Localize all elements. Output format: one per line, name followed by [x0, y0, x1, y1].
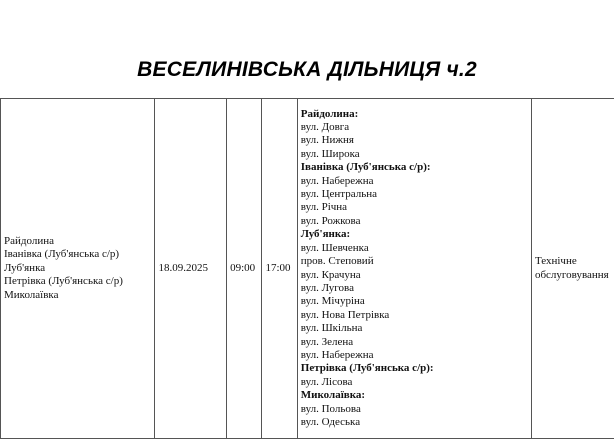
- street-item: вул. Крачуна: [301, 269, 528, 282]
- street-item: вул. Набережна: [301, 175, 528, 188]
- outage-table: [0, 98, 614, 439]
- start-time-cell: 09:00: [227, 99, 262, 439]
- reason-text: обслуговування: [535, 269, 614, 282]
- page-title: ВЕСЕЛИНІВСЬКА ДІЛЬНИЦЯ ч.2: [0, 58, 614, 82]
- reason-cell: [531, 99, 614, 439]
- street-item: вул. Довга: [301, 121, 528, 134]
- street-group-title: Петрівка (Луб'янська с/р):: [301, 362, 528, 375]
- settlements-cell: [1, 99, 155, 439]
- street-item: вул. Нова Петрівка: [301, 309, 528, 322]
- street-item: вул. Центральна: [301, 188, 528, 201]
- street-item: вул. Шевченка: [301, 242, 528, 255]
- settlement-name: Петрівка (Луб'янська с/р): [4, 275, 151, 288]
- settlement-name: Луб'янка: [4, 262, 151, 275]
- settlement-name: Миколаївка: [4, 289, 151, 302]
- settlement-name: Іванівка (Луб'янська с/р): [4, 248, 151, 261]
- street-item: вул. Лісова: [301, 376, 528, 389]
- street-group-title: Райдолина:: [301, 108, 528, 121]
- street-item: вул. Шкільна: [301, 322, 528, 335]
- street-item: вул. Річна: [301, 201, 528, 214]
- street-item: вул. Польова: [301, 403, 528, 416]
- settlement-name: Райдолина: [4, 235, 151, 248]
- street-item: вул. Широка: [301, 148, 528, 161]
- street-group-title: Іванівка (Луб'янська с/р):: [301, 161, 528, 174]
- street-item: вул. Рожкова: [301, 215, 528, 228]
- table-row: [1, 99, 614, 439]
- street-item: вул. Нижня: [301, 134, 528, 147]
- streets-cell: [297, 99, 531, 439]
- street-group-title: Миколаївка:: [301, 389, 528, 402]
- street-group-title: Луб'янка:: [301, 228, 528, 241]
- street-item: вул. Набережна: [301, 349, 528, 362]
- street-item: вул. Одеська: [301, 416, 528, 429]
- street-item: вул. Зелена: [301, 336, 528, 349]
- street-item: пров. Степовий: [301, 255, 528, 268]
- street-item: вул. Мічуріна: [301, 295, 528, 308]
- end-time-cell: 17:00: [262, 99, 297, 439]
- street-item: вул. Лугова: [301, 282, 528, 295]
- date-cell: 18.09.2025: [155, 99, 227, 439]
- reason-text: Технічне: [535, 255, 614, 268]
